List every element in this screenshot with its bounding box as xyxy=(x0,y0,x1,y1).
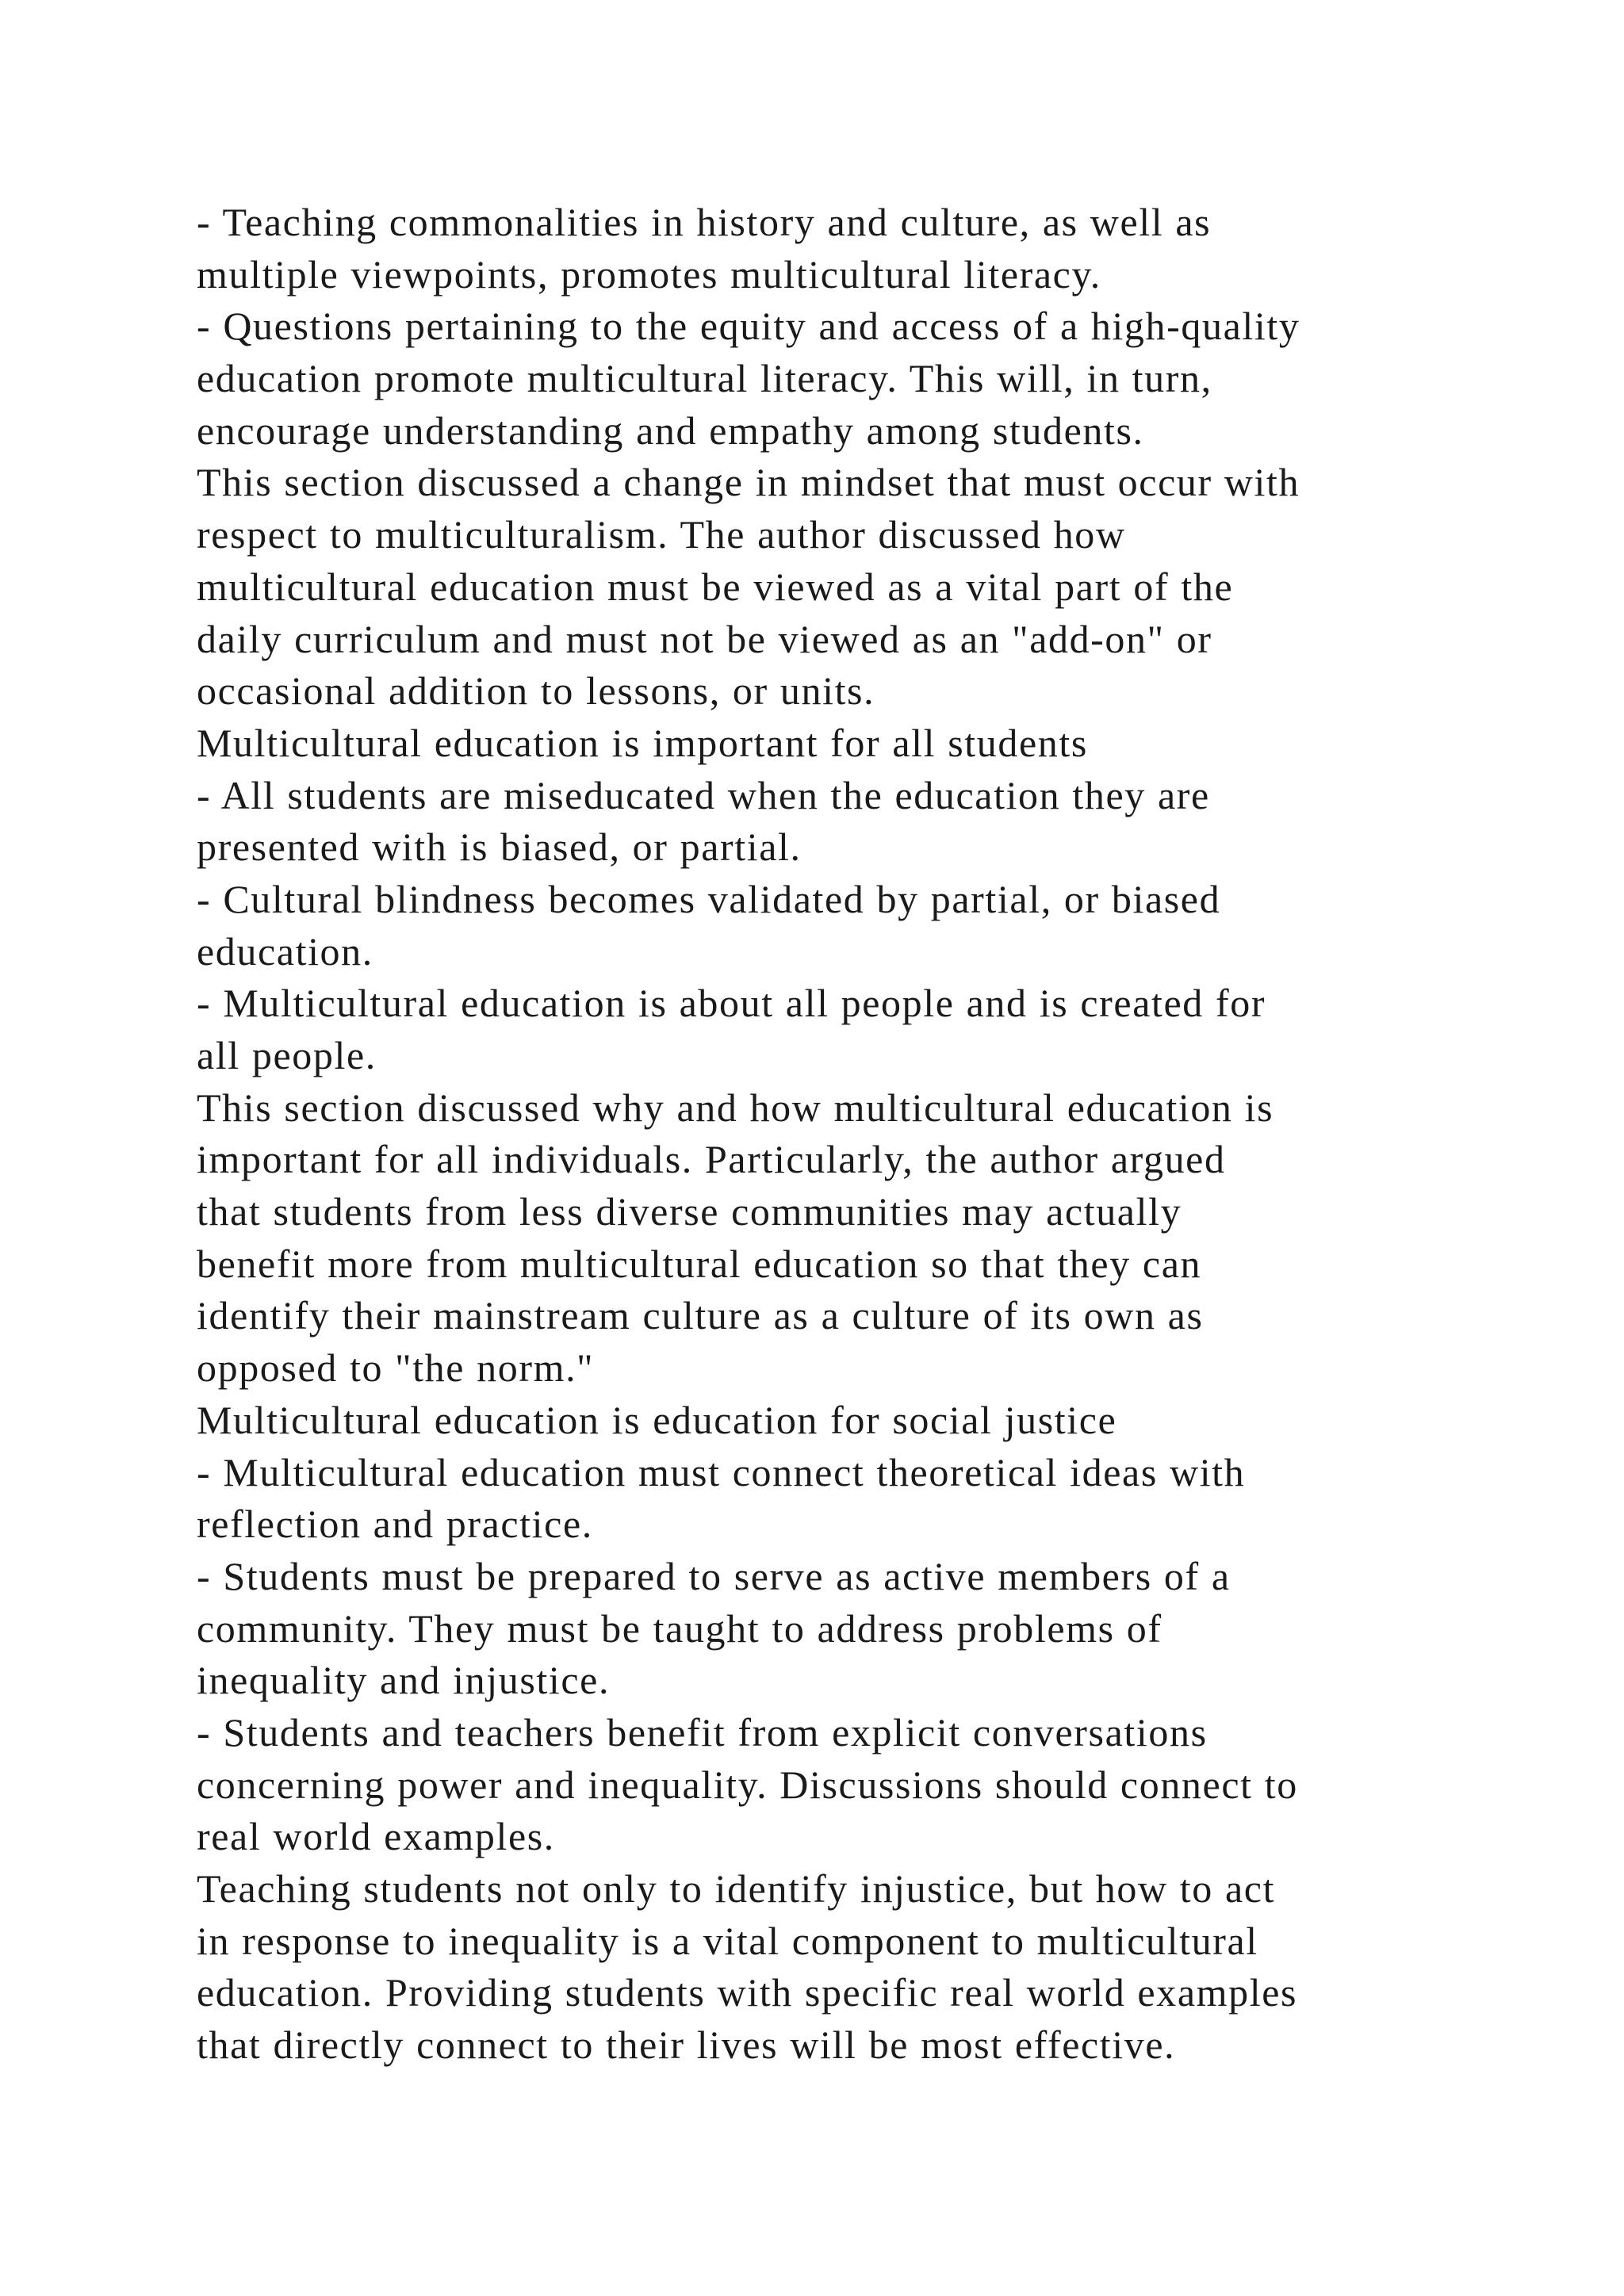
text-line: identify their mainstream culture as a culture of its own as xyxy=(197,1293,1204,1338)
section-heading: Multicultural education is education for social justice xyxy=(197,1397,1117,1442)
text-line: real world examples. xyxy=(197,1814,555,1859)
text-line: This section discussed a change in mindset that must occur with xyxy=(197,460,1300,505)
text-line: - Students and teachers benefit from explicit conversations xyxy=(197,1709,1208,1755)
text-line: education. Providing students with specific real world examples xyxy=(197,1970,1298,2015)
text-line: - All students are miseducated when the education they are xyxy=(197,772,1210,817)
text-line: This section discussed why and how multicultural education is xyxy=(197,1085,1274,1130)
text-line: education. xyxy=(197,928,373,974)
text-line: respect to multiculturalism. The author discussed how xyxy=(197,512,1126,557)
text-line: Teaching students not only to identify injustice, but how to act xyxy=(197,1866,1276,1911)
text-line: that students from less diverse communities may actually xyxy=(197,1189,1182,1234)
text-line: encourage understanding and empathy among students. xyxy=(197,408,1144,453)
text-line: that directly connect to their lives will be most effective. xyxy=(197,2022,1176,2068)
text-line: reflection and practice. xyxy=(197,1502,593,1547)
text-line: - Teaching commonalities in history and culture, as well as xyxy=(197,200,1212,244)
text-line: inequality and injustice. xyxy=(197,1658,611,1703)
text-line: important for all individuals. Particularly, the author argued xyxy=(197,1137,1226,1182)
text-line: daily curriculum and must not be viewed as an "add-on" or xyxy=(197,616,1212,661)
text-line: - Multicultural education is about all people and is created for xyxy=(197,981,1266,1026)
text-line: multicultural education must be viewed as a vital part of the xyxy=(197,564,1234,609)
text-line: - Questions pertaining to the equity and access of a high-quality xyxy=(197,304,1300,349)
body-text xyxy=(197,197,1505,2072)
text-line: opposed to "the norm." xyxy=(197,1345,595,1391)
section-heading: Multicultural education is important for all students xyxy=(197,720,1088,765)
text-line: in response to inequality is a vital component to multicultural xyxy=(197,1918,1258,1963)
text-line: - Students must be prepared to serve as active members of a xyxy=(197,1553,1231,1598)
text-line: occasional addition to lessons, or units. xyxy=(197,668,875,714)
text-line: concerning power and inequality. Discussions should connect to xyxy=(197,1762,1298,1807)
text-line: education promote multicultural literacy. This will, in turn, xyxy=(197,356,1212,401)
text-line: all people. xyxy=(197,1033,377,1077)
text-line: community. They must be taught to address problems of xyxy=(197,1605,1162,1651)
text-line: - Cultural blindness becomes validated by partial, or biased xyxy=(197,876,1221,921)
text-line: presented with is biased, or partial. xyxy=(197,825,802,870)
text-line: multiple viewpoints, promotes multicultural literacy. xyxy=(197,251,1101,297)
text-line: benefit more from multicultural education so that they can xyxy=(197,1241,1202,1286)
text-line: - Multicultural education must connect theoretical ideas with xyxy=(197,1449,1246,1494)
